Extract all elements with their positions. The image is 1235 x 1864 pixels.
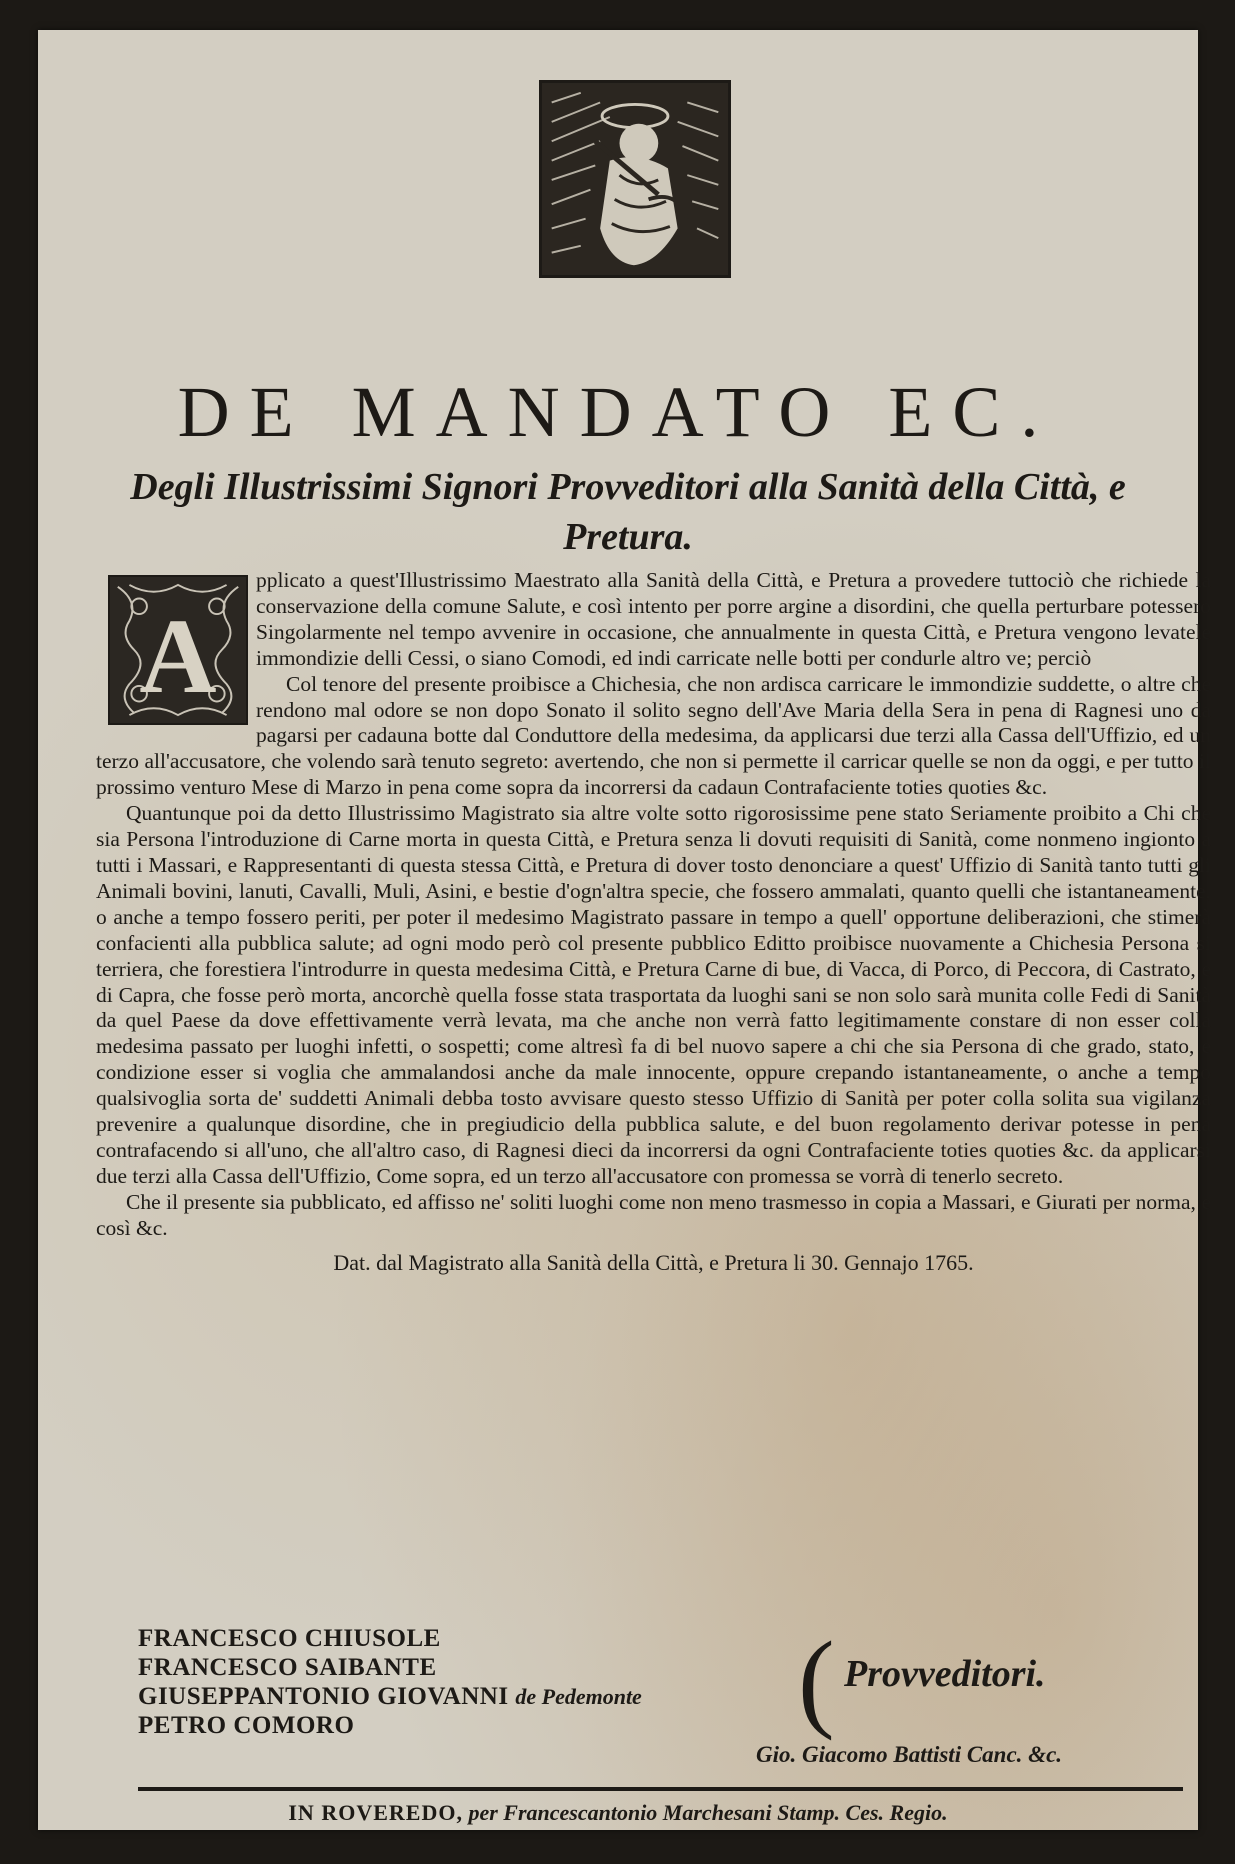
divider-rule — [138, 1787, 1183, 1791]
woodcut-figure-icon — [542, 83, 728, 275]
paragraph-4: Che il presente sia pubblicato, ed affisso ne' soliti luoghi come non meno trasmesso in copia a Massari, e Giurati per norma, e così &c. — [96, 1189, 1211, 1240]
chancellor-signature: Gio. Giacomo Battisti Canc. &c. — [756, 1742, 1063, 1767]
paragraph-3: Quantunque poi da detto Illustrissimo Magistrato sia altre volte sotto rigorosissime pene stato Seriamente proibito a Chi che sia Persona l'introduzione di Carne morta in questa Città, e Pretura senza li dovuti requisiti di Sanità, come nonmeno ingionto a tutti i Massari, e Rappresentanti di questa stessa Città, e Pretura di dover tosto denonciare a quest' Uffizio di Sanità tanto tutti gli Animali bovini, lanuti, Cavalli, Muli, Asini, e bestie d'ogn'altra specie, che fossero ammalati, quanto quelli che istantaneamente, o anche a tempo fossero periti, per poter il medesimo Magistrato passare in tempo a quell' opportune deliberazioni, che stimerà confacienti alla pubblica salute; ad ogni modo però col presente pubblico Editto proibisce nuovamente a Chichesia Persona si terriera, che forestiera l'introdurre in questa medesima Città, e Pretura Carne di bue, di Vacca, di Porco, di Peccora, di Castrato, e di Capra, che fosse però morta, ancorchè quella fosse stata trasportata da luoghi sani se non solo sarà munita colle Fedi di Sanità da quel Paese da dove effettivamente verrà levata, ma che anche non verrà fatto legitimamente constare di non esser colla medesima passato per luoghi infetti, o sospetti; come altresì fa di bel nuovo sapere a chi che sia Persona di che grado, stato, e condizione esser si voglia che ammalandosi anche da male innocente, oppure crepando istantaneamente, o anche a tempo qualsivoglia sorta de' suddetti Animali debba tosto avvisare questo stesso Uffizio di Sanità per poter colla solita sua vigilanza prevenire a qualunque disordine, che in pregiudicio della pubblica salute, e del buon regolamento derivar potesse in pena contrafacendo si all'uno, che all'altro caso, di Ragnesi dieci da incorrersi da ogni Contrafaciente toties quoties &c. da applicarsi due terzi alla Cassa dell'Uffizio, Come sopra, ed un terzo all'accusatore con promessa se vorrà di tenerlo secreto. — [96, 801, 1211, 1188]
edict-sheet — [38, 30, 1211, 1830]
brace-glyph: ( — [798, 1619, 835, 1741]
paragraph-2: Col tenore del presente proibisce a Chichesia, che non ardisca carricare le immondizie suddette, o altre che rendono mal odore se non dopo Sonato il solito segno dell'Ave Maria della Sera in pena di Ragnesi uno da pagarsi per cadauna botte dal Conduttore della medesima, da applicarsi due terzi alla Cassa dell'Uffizio, ed un terzo all'accusatore, che volendo sarà tenuto segreto: avertendo, che non si permette il carricar quelle se non da oggi, e per tutto il prossimo venturo Mese di Marzo in pena come sopra da incorrersi da cadaun Contrafaciente toties quoties &c. — [96, 671, 1211, 800]
imprint-printer: per Francescantonio Marchesani Stamp. Ces. Regio. — [468, 1800, 948, 1825]
signatories-list — [138, 1624, 642, 1740]
imprint-city: IN ROVEREDO, — [288, 1800, 463, 1825]
date-line: Dat. dal Magistrato alla Sanità della Città, e Pretura li 30. Gennajo 1765. — [333, 1249, 974, 1275]
signatory-3: GIUSEPPANTONIO GIOVANNI de Pedemonte — [138, 1683, 642, 1710]
signatory-1: FRANCESCO CHIUSOLE — [138, 1625, 441, 1652]
edict-subtitle: Degli Illustrissimi Signori Provveditori alla Sanità della Città, e Pretura. — [130, 466, 1126, 558]
printer-imprint — [38, 1800, 1198, 1826]
svg-text:A: A — [139, 597, 217, 716]
signatory-suffix: de Pedemonte — [515, 1684, 642, 1709]
paragraph-1: pplicato a quest'Illustrissimo Maestrato alla Sanità della Città, e Pretura a provedere tuttociò che richiede la conservazione della comune Salute, e così intento per porre argine a disordini, che quella perturbare potessero Singolarmente nel tempo avvenire in occasione, che annualmente in questa Città, e Pretura vengono levatele immondizie delli Cessi, o siano Comodi, ed indi carricate nelle botti per condurle altro ve; perciò — [256, 568, 1211, 670]
edict-body — [96, 568, 1211, 1275]
edict-title: DE MANDATO EC. — [177, 372, 1059, 452]
saint-woodcut-image — [539, 80, 731, 278]
signatory-4: PETRO COMORO — [138, 1712, 355, 1739]
signatory-2: FRANCESCO SAIBANTE — [138, 1654, 437, 1681]
provveditori-label: Provveditori. — [844, 1653, 1046, 1695]
